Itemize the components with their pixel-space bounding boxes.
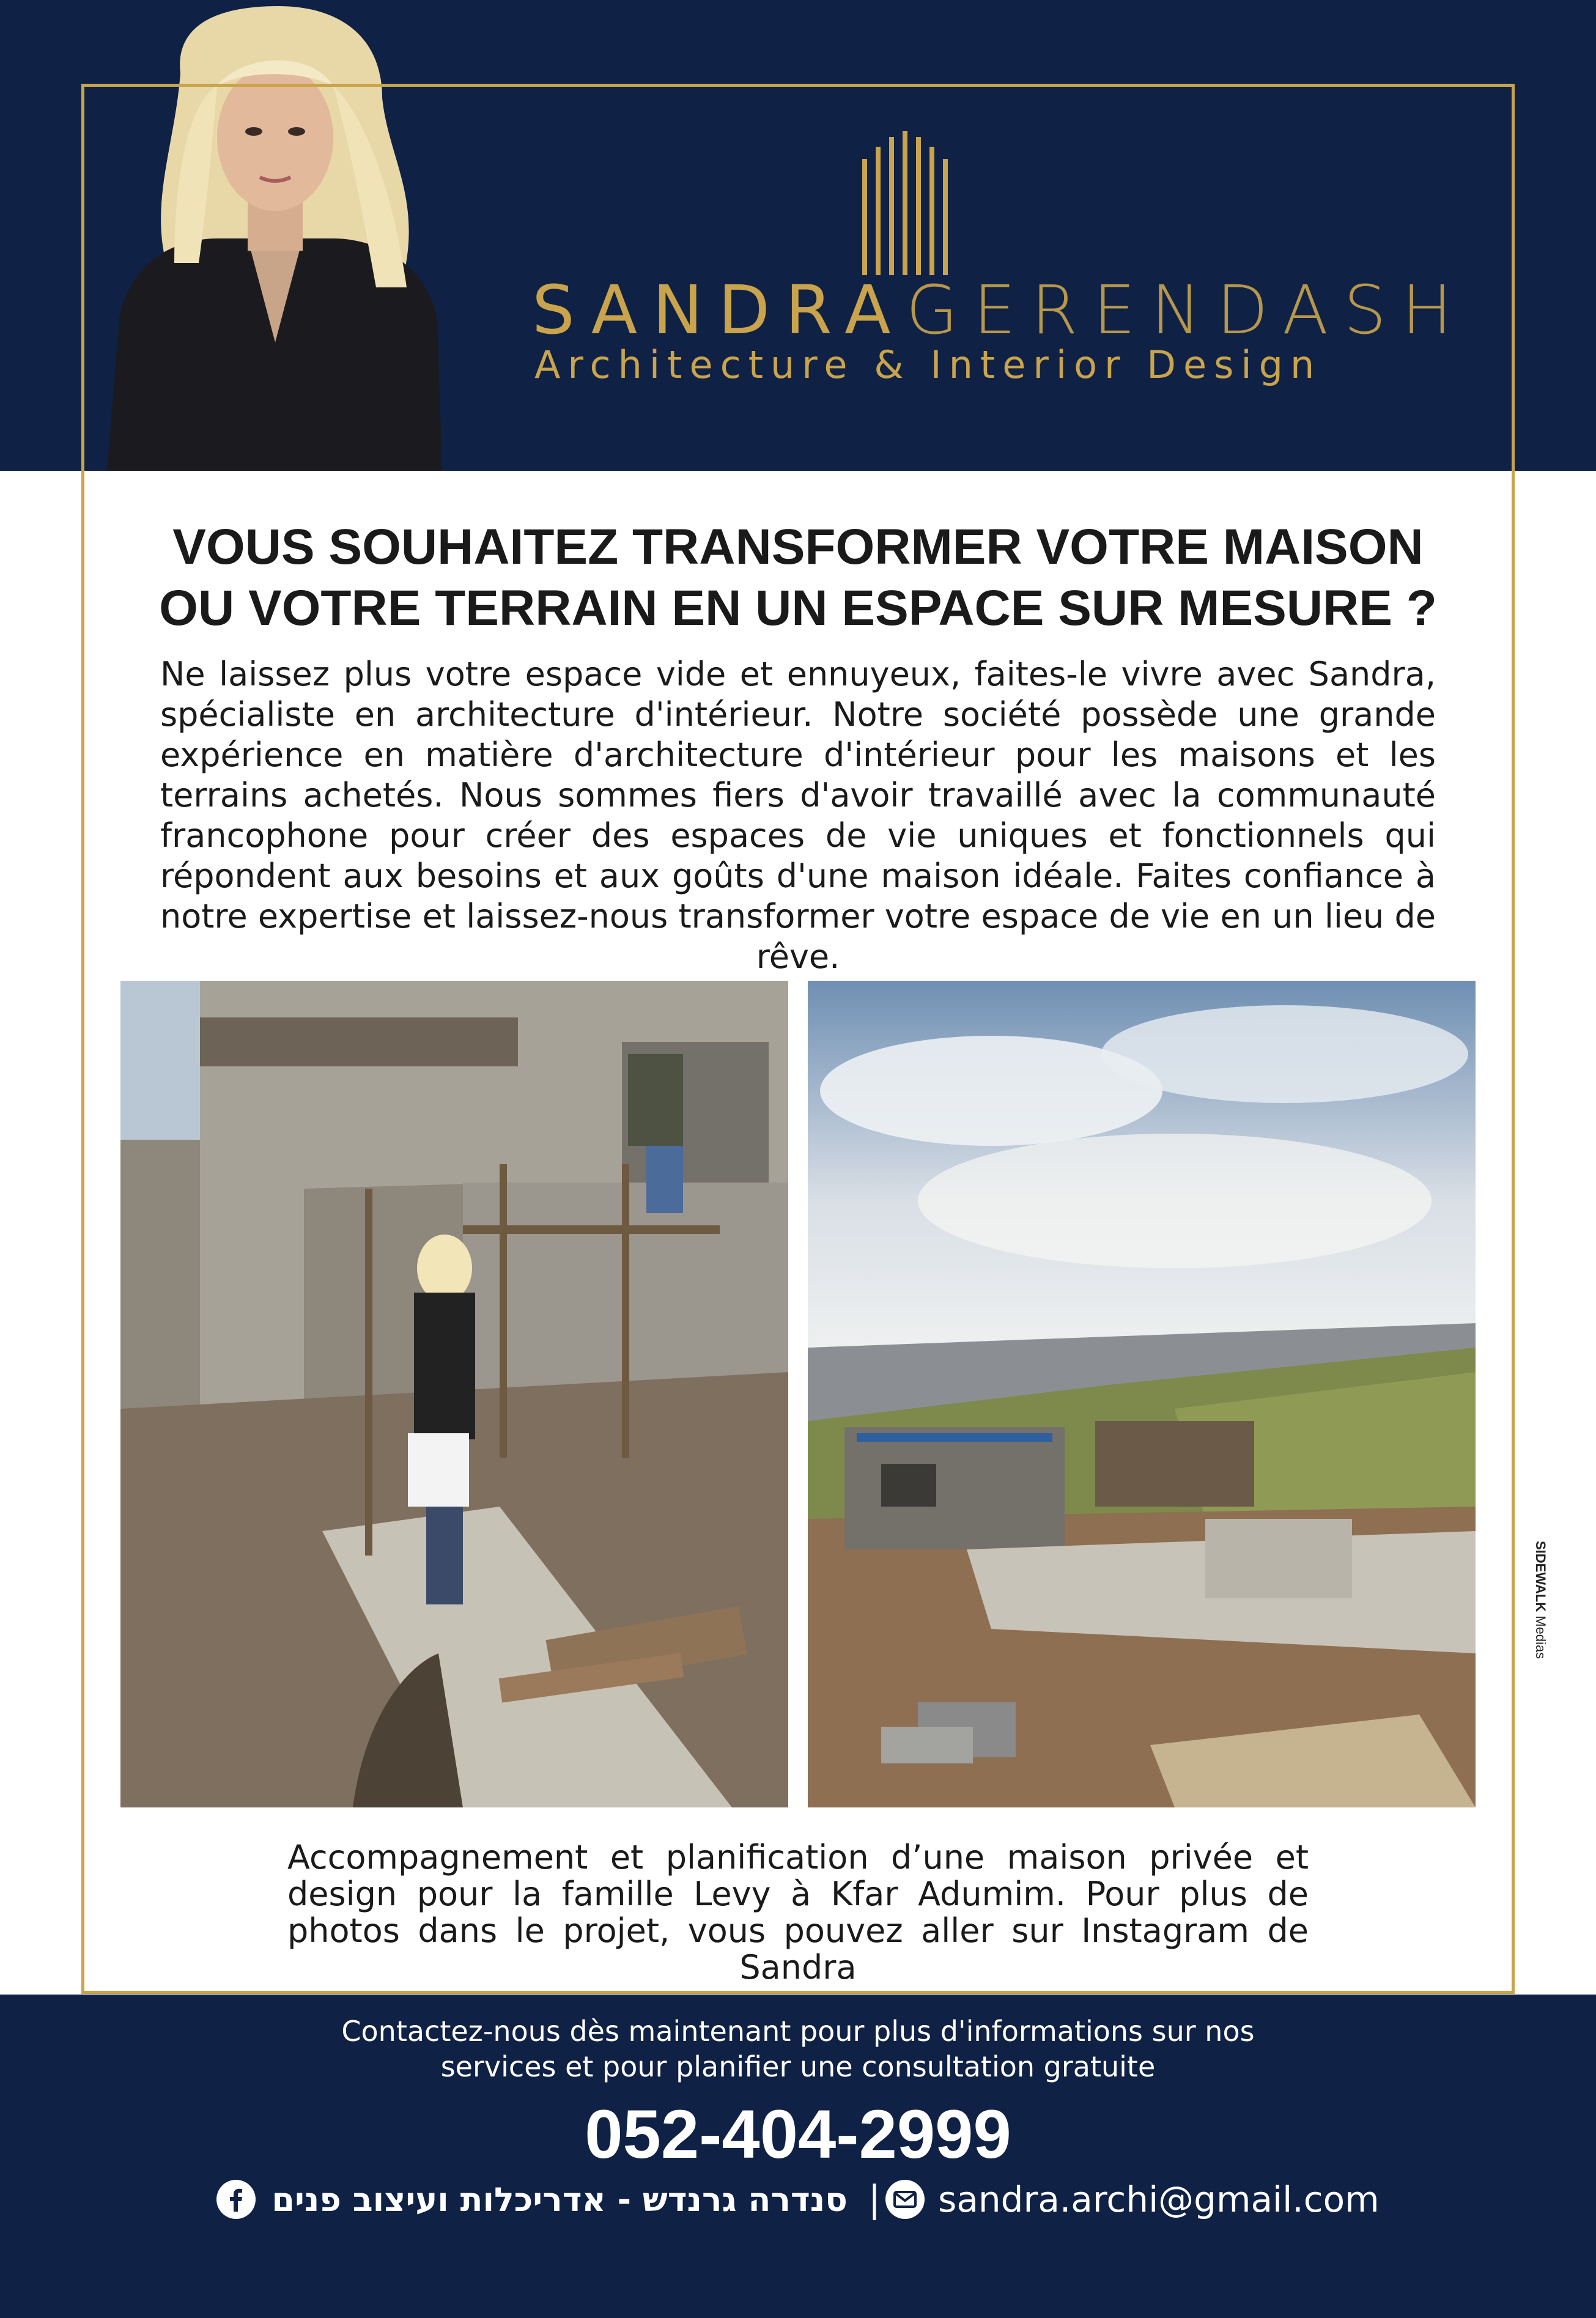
mail-icon[interactable] xyxy=(885,2180,925,2219)
email-address[interactable]: sandra.archi@gmail.com xyxy=(938,2179,1380,2220)
logo-first-name: SANDRA xyxy=(532,271,906,349)
contact-separator: | xyxy=(868,2178,881,2221)
landscape-site-photo xyxy=(808,981,1476,1807)
facebook-page-name[interactable]: סנדרה גרנדש - אדריכלות ועיצוב פנים xyxy=(272,2180,848,2219)
logo-tagline: Architecture & Interior Design xyxy=(534,342,1322,387)
headline-line-1: VOUS SOUHAITEZ TRANSFORMER VOTRE MAISON xyxy=(172,519,1424,575)
contact-invitation xyxy=(245,2013,1351,2084)
headline xyxy=(122,517,1474,639)
intro-paragraph: Ne laissez plus votre espace vide et ennuyeux, faites-le vivre avec Sandra, spécialiste en architecture d'intérieur. Notre société possède une grande expérience en matière d'architecture d'intérieur pour les maisons et les terrains achetés. Nous sommes fiers d'avoir travaillé avec la communauté francophone pour créer des espaces de vie uniques et fonctionnels qui répondent aux besoins et aux goûts d'une maison idéale. Faites confiance à notre expertise et laissez-nous transformer votre espace de vie en un lieu de rêve. xyxy=(160,655,1436,976)
contact-text-line-2: services et pour planifier une consultation gratuite xyxy=(440,2050,1156,2083)
contact-text-line-1: Contactez-nous dès maintenant pour plus d'informations sur nos xyxy=(341,2015,1255,2048)
publisher-credit xyxy=(1518,1541,1548,1663)
credit-brand: SIDEWALK xyxy=(1533,1541,1548,1612)
building-bars-icon xyxy=(862,128,948,275)
phone-number[interactable]: 052-404-2999 xyxy=(585,2096,1011,2172)
headline-line-2: OU VOTRE TERRAIN EN UN ESPACE SUR MESURE ? xyxy=(159,580,1437,636)
credit-suffix: Medias xyxy=(1533,1615,1548,1659)
logo-name xyxy=(532,271,1468,349)
facebook-icon[interactable] xyxy=(216,2180,256,2219)
portrait-photo xyxy=(107,0,442,471)
photo-caption: Accompagnement et planification d’une maison privée et design pour la famille Levy à Kfar Adumim. Pour plus de photos dans le projet, vous pouvez aller sur Instagram de Sandra xyxy=(287,1838,1309,1987)
company-logo xyxy=(532,122,1468,391)
contact-row xyxy=(0,2174,1596,2225)
construction-site-photo xyxy=(120,981,788,1807)
logo-last-name: GERENDASH xyxy=(906,271,1468,349)
